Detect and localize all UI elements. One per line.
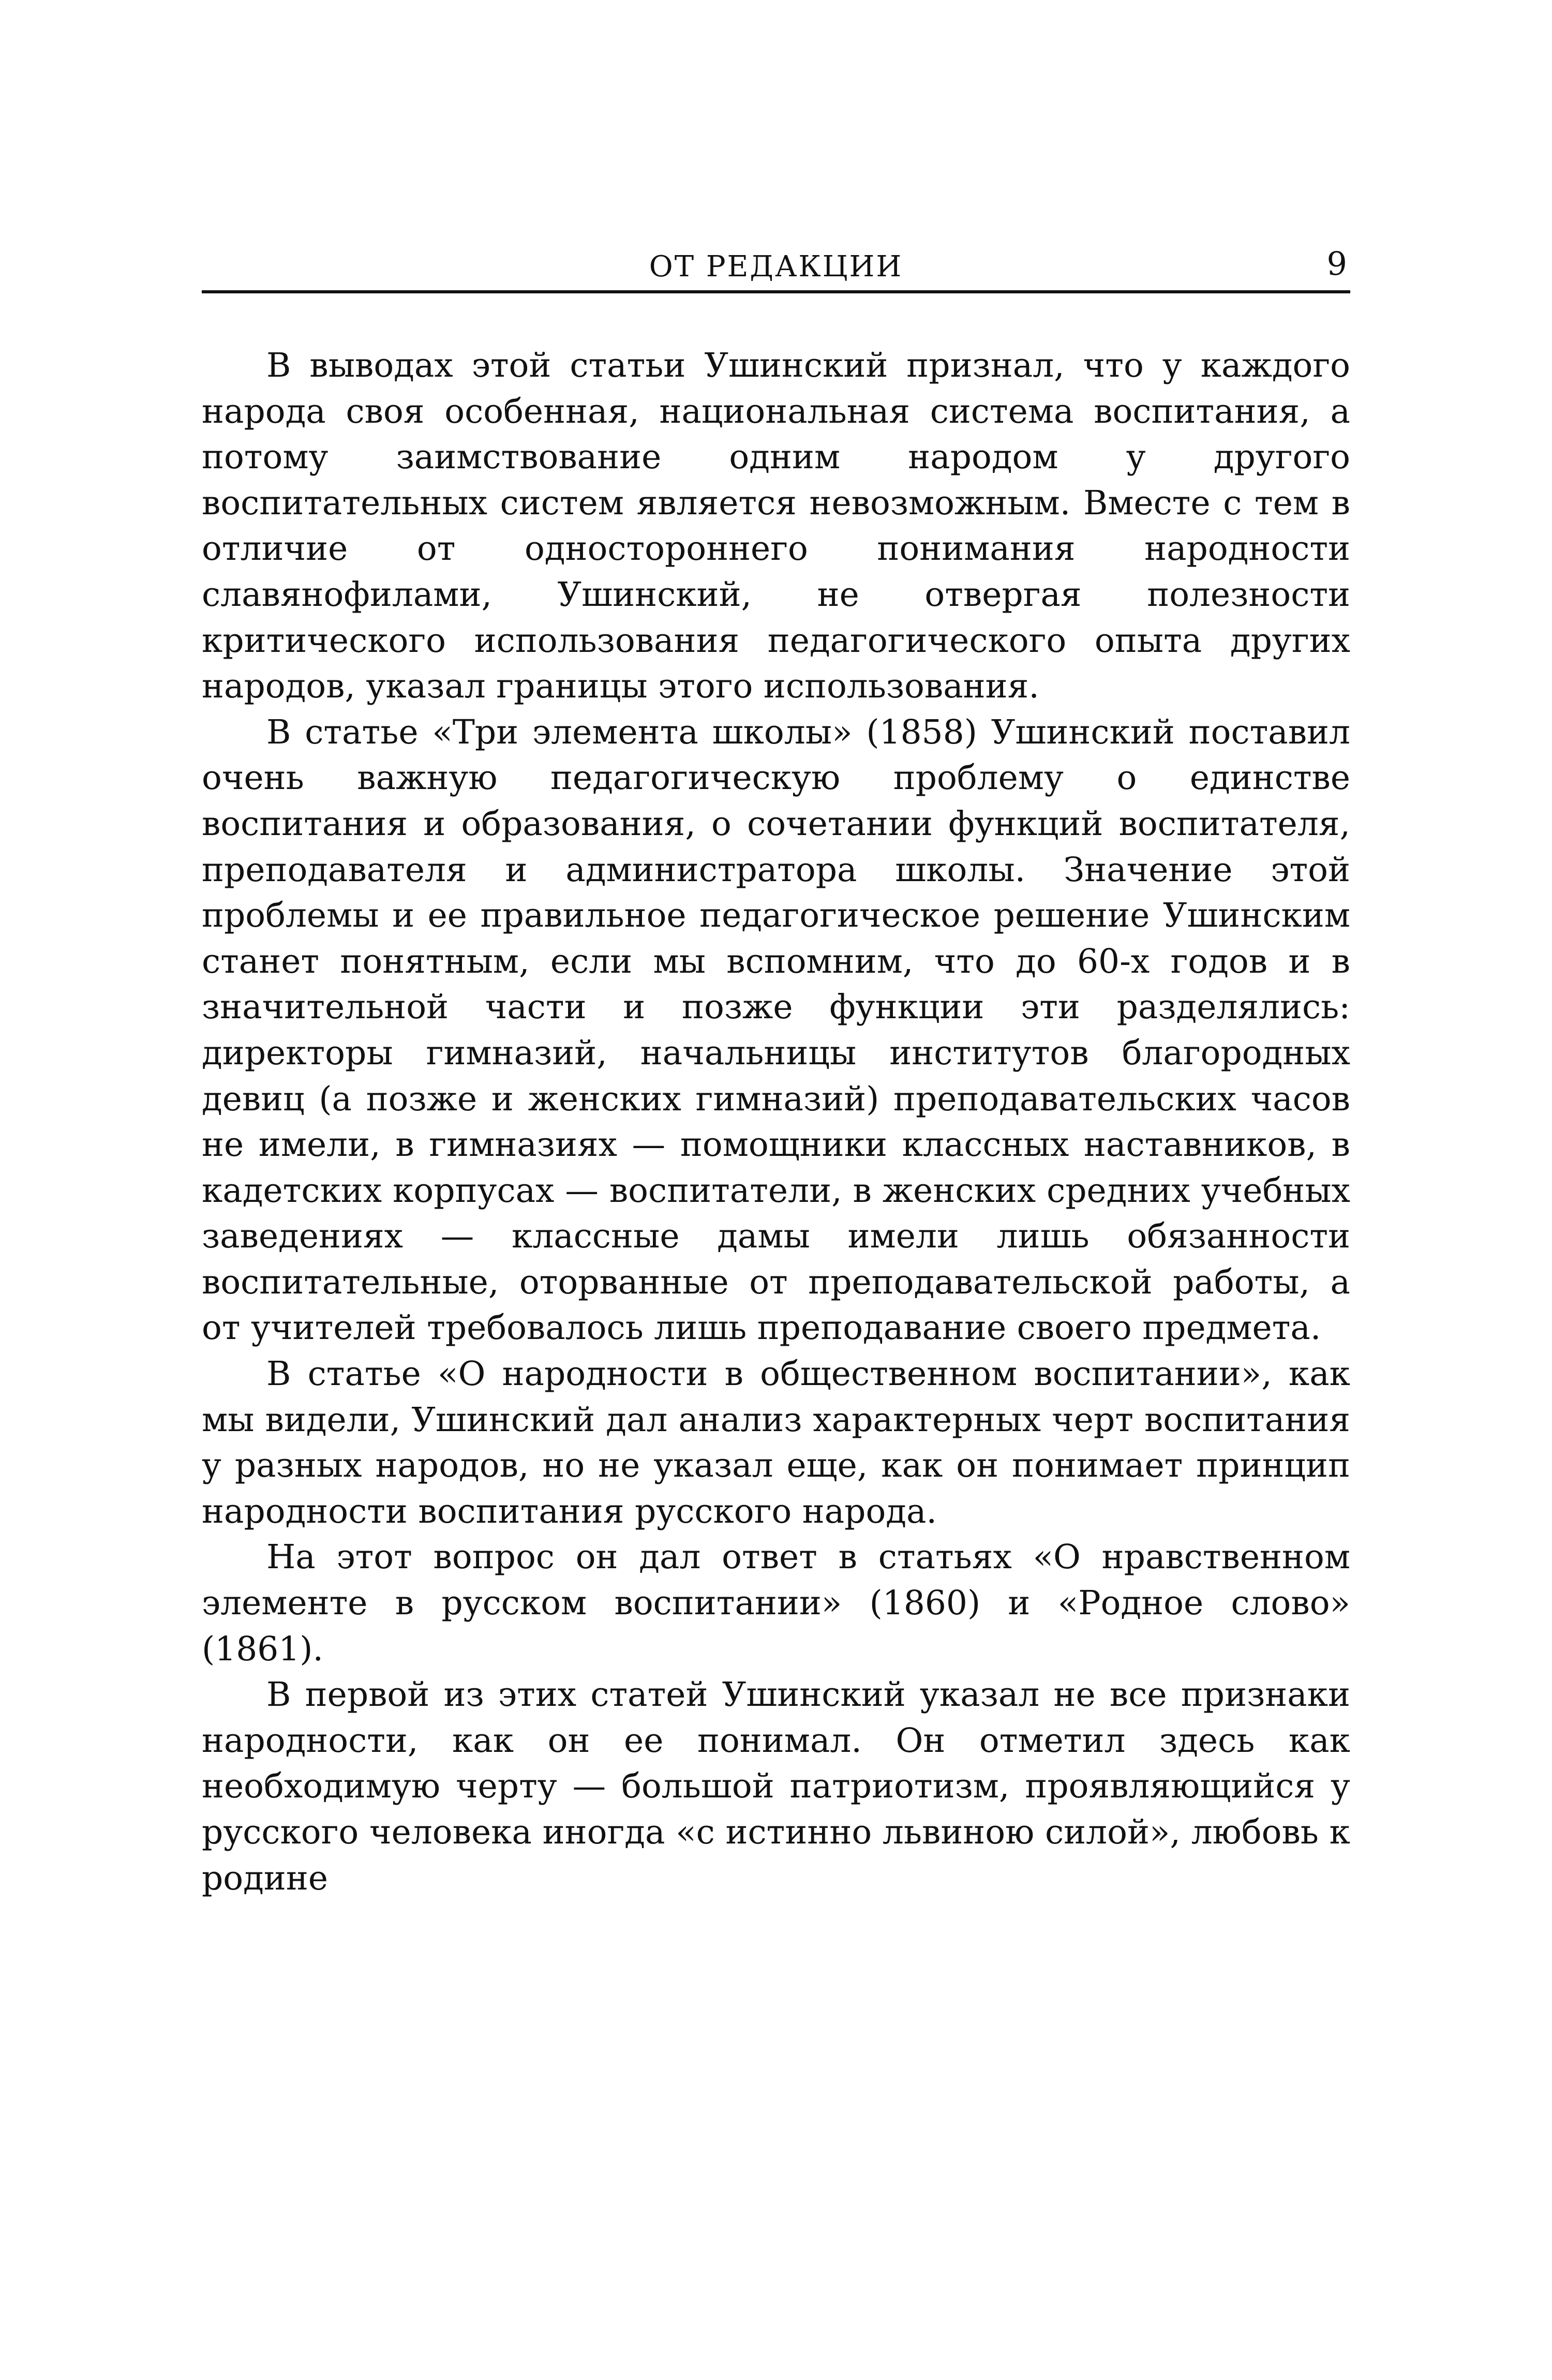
paragraph-4: На этот вопрос он дал ответ в статьях «О нравственном элементе в русском воспитании» (1860) и «Родное слово» (1861). [202, 1538, 1350, 1669]
paragraph-5: В первой из этих статей Ушинский указал не все признаки народности, как он ее понимал. Он отметил здесь как необходимую черту — большой патриотизм, проявляющийся у русского человека иногда «с истинно львиною силой», любовь к родине [202, 1675, 1350, 1898]
running-title: ОТ РЕДАКЦИИ [649, 250, 903, 284]
book-page [202, 235, 1350, 2176]
paragraph-2: В статье «Три элемента школы» (1858) Ушинский поставил очень важную педагогическую проблему о единстве воспитания и образования, о сочетании функций воспитателя, преподавателя и администратора школы. Значение этой проблемы и ее правильное педагогическое решение Ушинским станет понятным, если мы вспомним, что до 60-х годов и в значительной части и позже функции эти разделялись: директоры гимназий, начальницы институтов благородных девиц (а позже и женских гимназий) преподавательских часов не имели, в гимназиях — помощники классных наставников, в кадетских корпусах — воспитатели, в женских средних учебных заведениях — классные дамы имели лишь обязанности воспитательные, оторванные от преподавательской работы, а от учителей требовалось лишь преподавание своего предмета. [202, 712, 1350, 1348]
page-number: 9 [1326, 245, 1347, 282]
running-head [202, 235, 1350, 292]
body-text [202, 343, 1350, 1901]
header-rule [202, 290, 1350, 293]
paragraph-1: В выводах этой статьи Ушинский признал, что у каждого народа своя особенная, национальная система воспитания, а потому заимствование одним народом у другого воспитательных систем является невозможным. Вместе с тем в отличие от одностороннего понимания народности славянофилами, Ушинский, не отвергая полезности критического использования педагогического опыта других народов, указал границы этого использования. [202, 346, 1350, 706]
paragraph-3: В статье «О народности в общественном воспитании», как мы видели, Ушинский дал анализ характерных черт воспитания у разных народов, но не указал еще, как он понимает принцип народности воспитания русского народа. [202, 1355, 1350, 1531]
